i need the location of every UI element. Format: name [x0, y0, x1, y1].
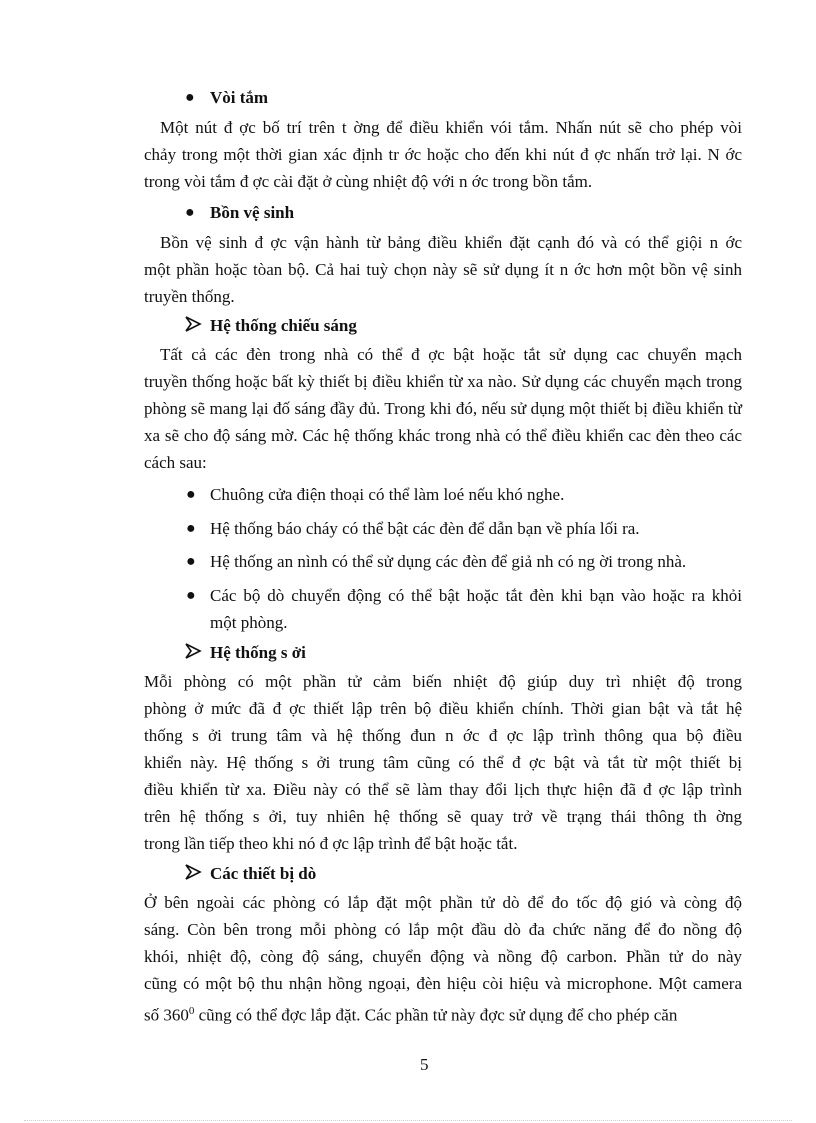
paragraph-line: khói, nhiệt độ, còng độ sáng, chuyển động và nồng độ carbon. Phần tử do này: [144, 947, 742, 966]
paragraph-line: phòng ở mức đã đ ợc thiết lập trên bộ điều khiển chính. Thời gian bật và tắt hệ: [144, 699, 742, 718]
heading-chieu-sang: Hệ thống chiếu sáng: [210, 316, 357, 335]
paragraph-line: trong vòi tắm đ ợc cài đặt ở cùng nhiệt độ với n ớc trong bồn tắm.: [144, 172, 593, 191]
list-item: Các bộ dò chuyển động có thể bật hoặc tắt đèn khi bạn vào hoặc ra khỏi: [210, 586, 742, 605]
paragraph-line: cũng có một bộ thu nhận hồng ngoại, đèn hiệu còi hiệu và microphone. Một camera: [144, 974, 742, 993]
paragraph-line: truyền thống hoặc bất kỳ thiết bị điều khiển từ xa nào. Sử dụng các chuyển mạch trong: [144, 372, 742, 391]
paragraph-line: chảy trong một thời gian xác định tr ớc hoặc cho đến khi nút đ ợc nhấn trở lại. N ớc: [144, 145, 742, 164]
paragraph-line: Bồn vệ sinh đ ợc vận hành từ bảng điều khiển đặt cạnh đó và có thể giội n ớc: [160, 233, 742, 252]
page-number: 5: [420, 1055, 429, 1074]
paragraph-line: Mỗi phòng có một phần tử cảm biến nhiệt độ giúp duy trì nhiệt độ trong: [144, 672, 742, 691]
bullet-icon: ●: [185, 89, 195, 106]
paragraph-line: Tất cả các đèn trong nhà có thể đ ợc bật hoặc tắt sử dụng cac chuyển mạch: [160, 345, 742, 364]
paragraph-line: cách sau:: [144, 453, 207, 472]
bullet-icon: ●: [186, 553, 196, 570]
paragraph-line: một phần hoặc tòan bộ. Cả hai tuỳ chọn này sẽ sử dụng ít n ớc hơn một bồn vệ sinh: [144, 260, 742, 279]
superscript: 0: [188, 1005, 195, 1017]
bullet-icon: ●: [186, 587, 196, 604]
arrow-bullet-icon: [184, 315, 202, 333]
paragraph-line: truyền thống.: [144, 287, 235, 306]
paragraph-line: điều khiển từ xa. Điều này có thể sẽ làm thay đổi lịch thực hiện đã đ ợc lập trình: [144, 780, 742, 799]
paragraph-line: sáng. Còn bên trong mỗi phòng có lắp một đầu dò đa chức năng để đo nồng độ: [144, 920, 742, 939]
heading-bon-ve-sinh: Bồn vệ sinh: [210, 203, 295, 222]
arrow-bullet-icon: [184, 863, 202, 881]
arrow-bullet-icon: [184, 642, 202, 660]
heading-suoi: Hệ thống s ởi: [210, 643, 306, 662]
paragraph-line-last: [144, 1000, 677, 1027]
paragraph-line: Ở bên ngoài các phòng có lắp đặt một phần tử dò để đo tốc độ gió và còng độ: [144, 893, 742, 912]
paragraph-line: thống s ởi trung tâm và hệ thống đun n ớc đ ợc lập trình thông qua bộ điều: [144, 726, 742, 745]
paragraph-line: xa sẽ cho độ sáng mờ. Các hệ thống khác trong nhà có thể điều khiển cac đèn theo các: [144, 426, 742, 445]
list-item: Hệ thống an nình có thể sử dụng các đèn để giả nh có ng ời trong nhà.: [210, 552, 687, 571]
paragraph-line: phòng sẽ mang lại đố sáng đầy đủ. Trong khi đó, nếu sử dụng một thiết bị điều khiển từ: [144, 399, 742, 418]
text-segment: số 360: [144, 1005, 189, 1025]
paragraph-line: trên hệ thống s ởi, tuy nhiên hệ thống sẽ quay trở về trạng thái thông th ờng: [144, 807, 742, 826]
list-item-continuation: một phòng.: [210, 613, 288, 632]
bullet-icon: ●: [186, 520, 196, 537]
page-bottom-divider: [24, 1120, 792, 1121]
bullet-icon: ●: [186, 486, 196, 503]
paragraph-line: Một nút đ ợc bố trí trên t ờng để điều khiển vói tắm. Nhấn nút sẽ cho phép vòi: [160, 118, 742, 137]
list-item: Chuông cửa điện thoại có thể làm loé nếu khó nghe.: [210, 485, 565, 504]
bullet-icon: ●: [185, 204, 195, 221]
heading-thiet-bi-do: Các thiết bị dò: [210, 864, 317, 883]
text-segment: cũng có thể đợc lắp đặt. Các phần tử này đợc sử dụng để cho phép căn: [194, 1005, 678, 1025]
paragraph-line: khiển này. Hệ thống s ởi trung tâm cũng có thể đ ợc bật và tắt từ một thiết bị: [144, 753, 742, 772]
list-item: Hệ thống báo cháy có thể bật các đèn để dẫn bạn về phía lối ra.: [210, 519, 640, 538]
paragraph-line: trong lần tiếp theo khi nó đ ợc lập trình để bật hoặc tắt.: [144, 834, 518, 853]
heading-voi-tam: Vòi tắm: [210, 88, 269, 107]
